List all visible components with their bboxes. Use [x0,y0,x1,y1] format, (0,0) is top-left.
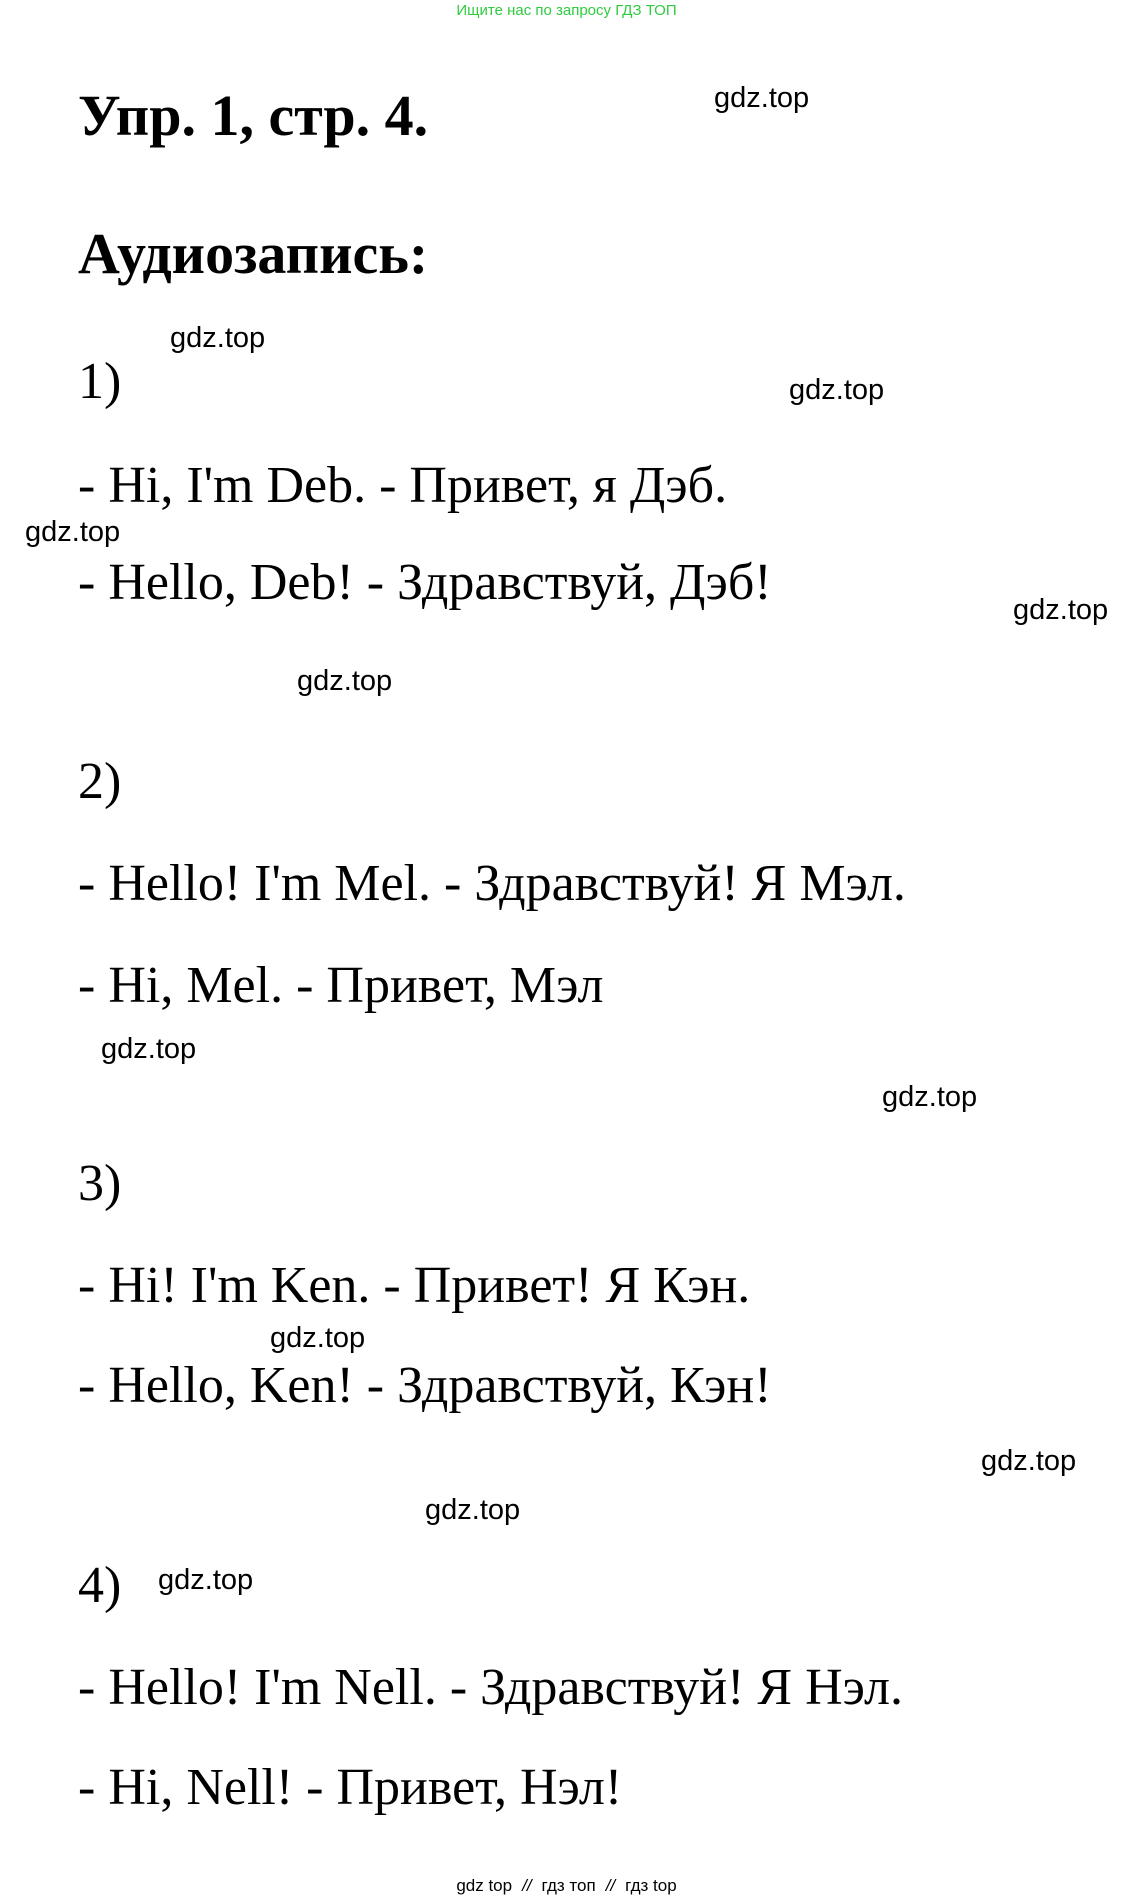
watermark: gdz.top [714,82,810,114]
watermark: gdz.top [170,322,266,354]
top-search-note: Ищите нас по запросу ГДЗ ТОП [456,2,677,19]
footer-link[interactable]: гдз top [625,1876,677,1895]
section-number-3: 3) [78,1155,122,1212]
dialogue-line: - Hi! I'm Ken. - Привет! Я Кэн. [78,1257,751,1314]
dialogue-line: - Hello, Deb! - Здравствуй, Дэб! [78,554,772,611]
footer-link[interactable]: gdz top [456,1876,513,1895]
watermark: gdz.top [981,1445,1077,1477]
dialogue-line: - Hi, I'm Deb. - Привет, я Дэб. [78,457,728,514]
dialogue-line: - Hi, Mel. - Привет, Мэл [78,957,604,1014]
section-number-1: 1) [78,353,122,410]
footer-link[interactable]: гдз топ [541,1876,596,1895]
dialogue-line: - Hello! I'm Mel. - Здравствуй! Я Мэл. [78,855,906,912]
watermark: gdz.top [270,1322,366,1354]
watermark: gdz.top [882,1081,978,1113]
section-number-2: 2) [78,753,122,810]
watermark: gdz.top [425,1494,521,1526]
dialogue-line: - Hi, Nell! - Привет, Нэл! [78,1759,623,1816]
watermark: gdz.top [297,665,393,697]
section-subtitle: Аудиозапись: [78,221,429,286]
dialogue-line: - Hello, Ken! - Здравствуй, Кэн! [78,1357,772,1414]
footer-separator: // [522,1876,532,1895]
watermark: gdz.top [1013,594,1109,626]
watermark: gdz.top [101,1033,197,1065]
page-title: Упр. 1, стр. 4. [78,83,429,148]
dialogue-line: - Hello! I'm Nell. - Здравствуй! Я Нэл. [78,1659,903,1716]
watermark: gdz.top [25,516,121,548]
watermark: gdz.top [789,374,885,406]
watermark: gdz.top [158,1564,254,1596]
section-number-4: 4) [78,1557,122,1614]
footer-links [0,1876,1133,1896]
footer-separator: // [605,1876,616,1895]
